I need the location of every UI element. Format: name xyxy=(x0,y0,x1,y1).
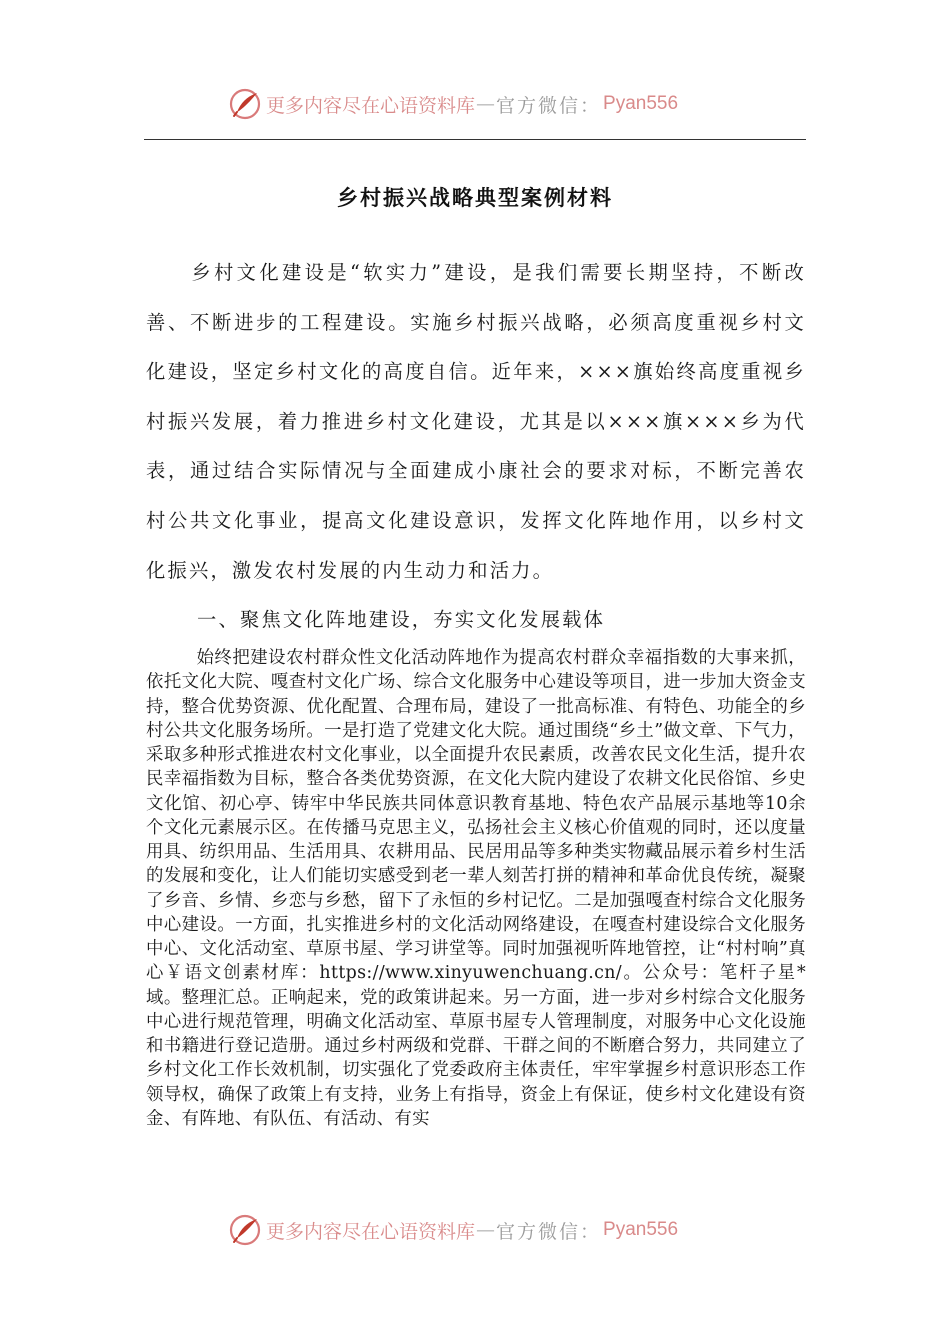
header-banner-dash: — xyxy=(476,93,496,115)
section-1-heading: 一、聚焦文化阵地建设，夯实文化发展载体 xyxy=(197,608,606,631)
header-official-label: 官方微信： xyxy=(496,94,602,117)
footer-banner-dash: — xyxy=(476,1219,496,1241)
footer-wechat-id: Pyan556 xyxy=(603,1219,679,1240)
footer-banner-text: 更多内容尽在心语资料库 xyxy=(266,1220,476,1243)
section-1-body: 始终把建设农村群众性文化活动阵地作为提高农村群众幸福指数的大事来抓，依托文化大院、嘎查村文化广场、综合文化服务中心建设等项目，进一步加大资金支持，整合优势资源、优化配置、合理布局，建设了一批高标准、有特色、功能全的乡村公共文化服务场所。一是打造了党建文化大院。通过围绕“乡土”做文章、下气力，采取多种形式推进农村文化事业，以全面提升农民素质，改善农民文化生活，提升农民幸福指数为目标，整合各类优势资源，在文化大院内建设了农耕文化民俗馆、乡史文化馆、初心亭、铸牢中华民族共同体意识教育基地、特色农产品展示基地等10余个文化元素展示区。在传播马克思主义，弘扬社会主义核心价值观的同时，还以度量用具、纺织用品、生活用具、农耕用品、民居用品等多种类实物藏品展示着乡村生活的发展和变化，让人们能切实感受到老一辈人刻苦打拼的精神和革命优良传统，凝聚了乡音、乡情、乡恋与乡愁，留下了永恒的乡村记忆。二是加强嘎查村综合文化服务中心建设。一方面，扎实推进乡村的文化活动网络建设，在嘎查村建设综合文化服务中心、文化活动室、草原书屋、学习讲堂等。同时加强视听阵地管控，让“村村响”真心￥语文创素材库：https://www.xinyuwenchuang.cn/。公众号：笔杆子星*域。整理汇总。正响起来，党的政策讲起来。另一方面，进一步对乡村综合文化服务中心进行规范管理，明确文化活动室、草原书屋专人管理制度，对服务中心文化设施和书籍进行登记造册。通过乡村两级和党群、干群之间的不断磨合努力，共同建立了乡村文化工作长效机制，切实强化了党委政府主体责任，牢牢掌握乡村意识形态工作领导权，确保了政策上有支持，业务上有指导，资金上有保证，使乡村文化建设有资金、有阵地、有队伍、有活动、有实 xyxy=(146,648,806,1129)
header-wechat-id: Pyan556 xyxy=(603,93,679,114)
intro-paragraph: 乡村文化建设是“软实力”建设，是我们需要长期坚持，不断改善、不断进步的工程建设。实施乡村振兴战略，必须高度重视乡村文化建设，坚定乡村文化的高度自信。近年来，×××旗始终高度重视乡村振兴发展，着力推进乡村文化建设，尤其是以×××旗×××乡为代表，通过结合实际情况与全面建成小康社会的要求对标，不断完善农村公共文化事业，提高文化建设意识，发挥文化阵地作用，以乡村文化振兴，激发农村发展的内生动力和活力。 xyxy=(146,261,806,582)
quill-logo-icon xyxy=(228,1213,262,1247)
header-banner-text: 更多内容尽在心语资料库 xyxy=(266,94,476,117)
header-banner xyxy=(228,82,678,126)
document-title: 乡村振兴战略典型案例材料 xyxy=(337,186,613,210)
footer-banner xyxy=(228,1208,678,1252)
quill-logo-icon xyxy=(228,87,262,121)
header-divider xyxy=(144,139,806,140)
footer-official-label: 官方微信： xyxy=(496,1220,602,1243)
